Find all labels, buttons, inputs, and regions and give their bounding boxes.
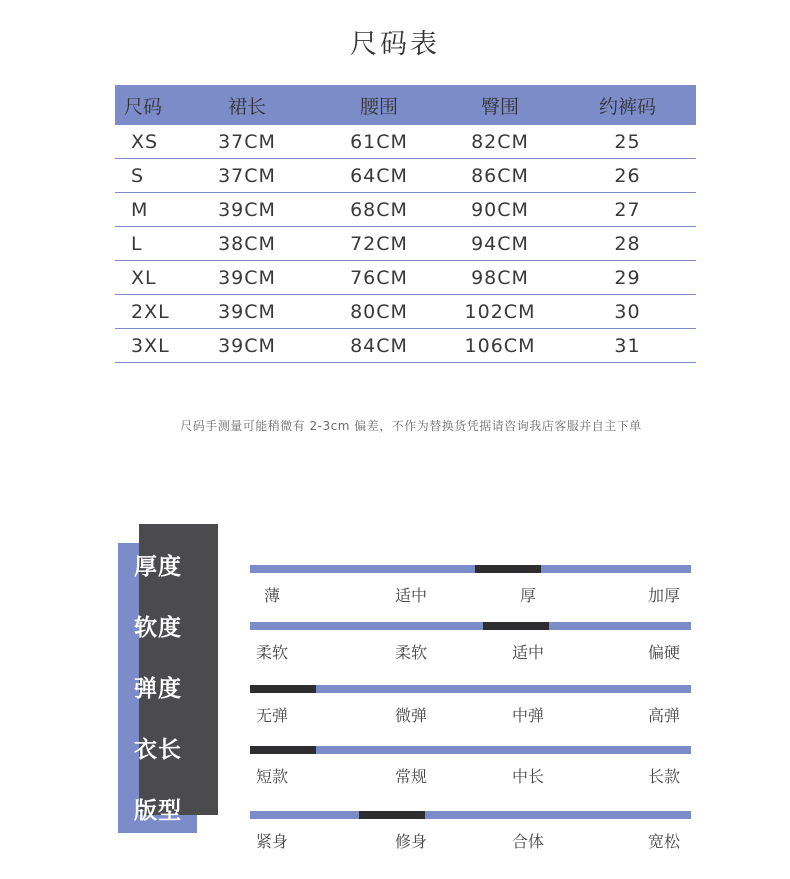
- scale-option: 中弹: [511, 706, 545, 725]
- cell-hip: 102CM: [441, 295, 559, 329]
- scale-option: 高弹: [647, 706, 681, 725]
- cell-skirt-length: 39CM: [177, 329, 317, 363]
- header-pants-size: 约裤码: [559, 85, 696, 125]
- scale-option: 厚: [519, 586, 537, 605]
- cell-pants-size: 27: [559, 193, 696, 227]
- scale-bar: [250, 565, 691, 573]
- scale-option: 宽松: [647, 832, 681, 851]
- cell-skirt-length: 39CM: [177, 261, 317, 295]
- size-chart-table: [115, 85, 696, 363]
- table-row: [115, 193, 696, 227]
- table-row: [115, 125, 696, 159]
- cell-hip: 106CM: [441, 329, 559, 363]
- cell-size: 3XL: [115, 329, 177, 363]
- cell-size: S: [115, 159, 177, 193]
- cell-waist: 80CM: [317, 295, 441, 329]
- header-waist: 腰围: [317, 85, 441, 125]
- cell-hip: 94CM: [441, 227, 559, 261]
- cell-pants-size: 25: [559, 125, 696, 159]
- scale-option: 修身: [394, 832, 428, 851]
- header-skirt-length: 裙长: [177, 85, 317, 125]
- scale-marker: [359, 811, 425, 819]
- label-elasticity: 弹度: [134, 676, 182, 702]
- scale-marker: [250, 685, 316, 693]
- length-scale: [250, 746, 691, 788]
- cell-pants-size: 30: [559, 295, 696, 329]
- scale-marker: [483, 622, 549, 630]
- cell-pants-size: 26: [559, 159, 696, 193]
- cell-hip: 90CM: [441, 193, 559, 227]
- scale-option: 偏硬: [647, 643, 681, 662]
- softness-scale: [250, 622, 691, 664]
- scale-option: 柔软: [394, 643, 428, 662]
- page-title: 尺码表: [350, 29, 440, 60]
- header-size: 尺码: [115, 85, 177, 125]
- scale-bar: [250, 685, 691, 693]
- header-hip: 臀围: [441, 85, 559, 125]
- label-length: 衣长: [134, 737, 182, 763]
- cell-pants-size: 29: [559, 261, 696, 295]
- scale-option: 无弹: [255, 706, 289, 725]
- scale-bar: [250, 746, 691, 754]
- scale-option: 长款: [647, 767, 681, 786]
- cell-size: XL: [115, 261, 177, 295]
- scale-marker: [250, 746, 316, 754]
- cell-skirt-length: 39CM: [177, 193, 317, 227]
- cell-skirt-length: 39CM: [177, 295, 317, 329]
- cell-waist: 64CM: [317, 159, 441, 193]
- table-row: [115, 329, 696, 363]
- scale-option: 薄: [263, 586, 281, 605]
- cell-hip: 98CM: [441, 261, 559, 295]
- cell-skirt-length: 38CM: [177, 227, 317, 261]
- cell-size: XS: [115, 125, 177, 159]
- label-softness: 软度: [134, 615, 182, 641]
- scale-option: 微弹: [394, 706, 428, 725]
- cell-size: M: [115, 193, 177, 227]
- cell-waist: 72CM: [317, 227, 441, 261]
- table-header-row: [115, 85, 696, 125]
- scale-option: 适中: [394, 586, 428, 605]
- measurement-note: 尺码手测量可能稍微有 2-3cm 偏差，不作为替换货凭据请咨询我店客服并自主下单: [180, 419, 642, 433]
- cell-pants-size: 28: [559, 227, 696, 261]
- table-row: [115, 295, 696, 329]
- elasticity-scale: [250, 685, 691, 727]
- scale-marker: [475, 565, 541, 573]
- cell-waist: 68CM: [317, 193, 441, 227]
- scale-option: 常规: [394, 767, 428, 786]
- cell-waist: 84CM: [317, 329, 441, 363]
- label-thickness: 厚度: [134, 554, 182, 580]
- cell-skirt-length: 37CM: [177, 159, 317, 193]
- table-row: [115, 159, 696, 193]
- scale-option: 加厚: [647, 586, 681, 605]
- label-fit: 版型: [134, 798, 182, 824]
- scale-option: 合体: [511, 832, 545, 851]
- cell-waist: 76CM: [317, 261, 441, 295]
- thickness-scale: [250, 565, 691, 607]
- scale-option: 适中: [511, 643, 545, 662]
- cell-waist: 61CM: [317, 125, 441, 159]
- cell-size: 2XL: [115, 295, 177, 329]
- scale-bar: [250, 622, 691, 630]
- cell-pants-size: 31: [559, 329, 696, 363]
- scale-option: 中长: [511, 767, 545, 786]
- scale-option: 柔软: [255, 643, 289, 662]
- cell-hip: 82CM: [441, 125, 559, 159]
- attribute-labels: [134, 548, 182, 853]
- cell-size: L: [115, 227, 177, 261]
- scale-option: 紧身: [255, 832, 289, 851]
- fit-scale: [250, 811, 691, 853]
- scale-option: 短款: [255, 767, 289, 786]
- scale-bar: [250, 811, 691, 819]
- table-row: [115, 261, 696, 295]
- cell-skirt-length: 37CM: [177, 125, 317, 159]
- cell-hip: 86CM: [441, 159, 559, 193]
- table-row: [115, 227, 696, 261]
